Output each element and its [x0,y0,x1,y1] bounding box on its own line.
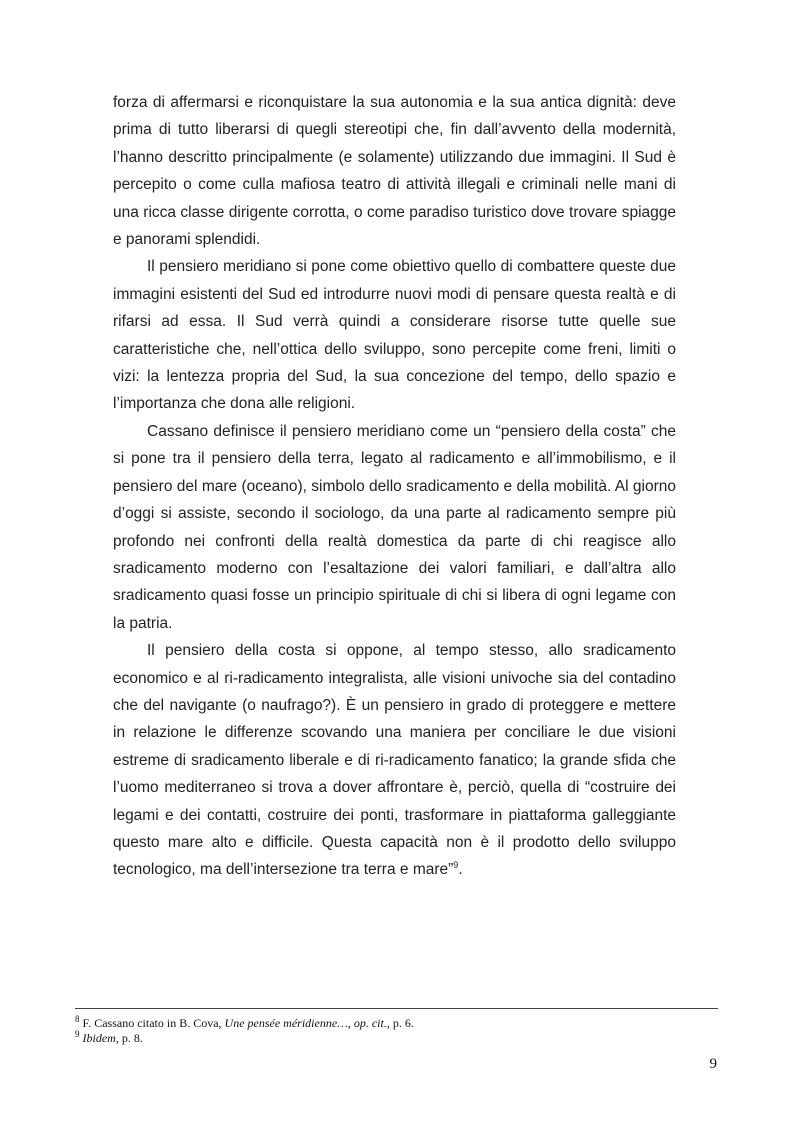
footnote-mark: 8 [75,1014,80,1024]
footnote-prefix: F. Cassano citato in B. Cova, [79,1016,225,1030]
footnote-ref: op. cit. [353,1016,387,1030]
footnote [75,1016,718,1031]
paragraph: Cassano definisce il pensiero meridiano come un “pensiero della costa” che si pone tra il pensiero della terra, legato al radicamento e all’immobilismo, e il pensiero del mare (oceano), simbolo dello sradicamento e della mobilità. Al giorno d’oggi si assiste, secondo il sociologo, da una parte al radicamento sempre più profondo nei confronti della realtà domestica da parte di chi reagisce allo sradicamento moderno con l’esaltazione dei valori familiari, e dall’altra allo sradicamento quasi fosse un principio spirituale di chi si libera di ogni legame con la patria. [113,422,676,632]
paragraph-text: Il pensiero della costa si oppone, al tempo stesso, allo sradicamento economico e al ri-radicamento integralista, alle visioni univoche sia del contadino che del navigante (o naufrago?). È un pensiero in grado di proteggere e mettere in relazione le differenze scovando una maniera per conciliare le due visioni estreme di sradicamento liberale e di ri-radicamento fanatico; la grande sfida che l’uomo mediterraneo si trova a dover affrontare è, perciò, quella di “costruire dei legami e dei contatti, costruire dei ponti, trasformare in piattaforma galleggiante questo mare alto e difficile. Questa capacità non è il prodotto dello sviluppo tecnologico, ma dell’intersezione tra terra e mare” [113,642,676,879]
page-number: 9 [709,1056,717,1072]
footnote-ref: Ibidem [82,1031,116,1045]
paragraph-tail: . [458,861,463,879]
paragraph: forza di affermarsi e riconquistare la sua autonomia e la sua antica dignità: deve prima di tutto liberarsi di quegli stereotipi che, fin dall’avvento della modernità, l’hanno descritto principalmente (e solamente) utilizzando due immagini. Il Sud è percepito o come culla mafiosa teatro di attività illegali e criminali nelle mani di una ricca classe dirigente corrotta, o come paradiso turistico dove trovare spiagge e panorami splendidi. [113,94,676,249]
footnotes [75,1016,718,1046]
footnote-separator [75,1008,718,1009]
footnote-suffix: , p. 6. [386,1016,414,1030]
paragraph [113,637,676,884]
footnote-title: Une pensée méridienne… [224,1016,348,1030]
footnote-separator-text: , [347,1016,354,1030]
footnote-mark: 9 [75,1029,80,1039]
footnote-reference[interactable]: 9 [453,860,459,871]
footnote [75,1031,718,1046]
footnote-suffix: , p. 8. [115,1031,143,1045]
paragraph: Il pensiero meridiano si pone come obiettivo quello di combattere queste due immagini esistenti del Sud ed introdurre nuovi modi di pensare questa realtà e di rifarsi ad essa. Il Sud verrà quindi a considerare risorse tutte quelle sue caratteristiche che, nell’ottica dello sviluppo, sono percepite come freni, limiti o vizi: la lentezza propria del Sud, la sua concezione del tempo, dello spazio e l’importanza che dona alle religioni. [113,258,676,413]
body-text [113,89,676,884]
